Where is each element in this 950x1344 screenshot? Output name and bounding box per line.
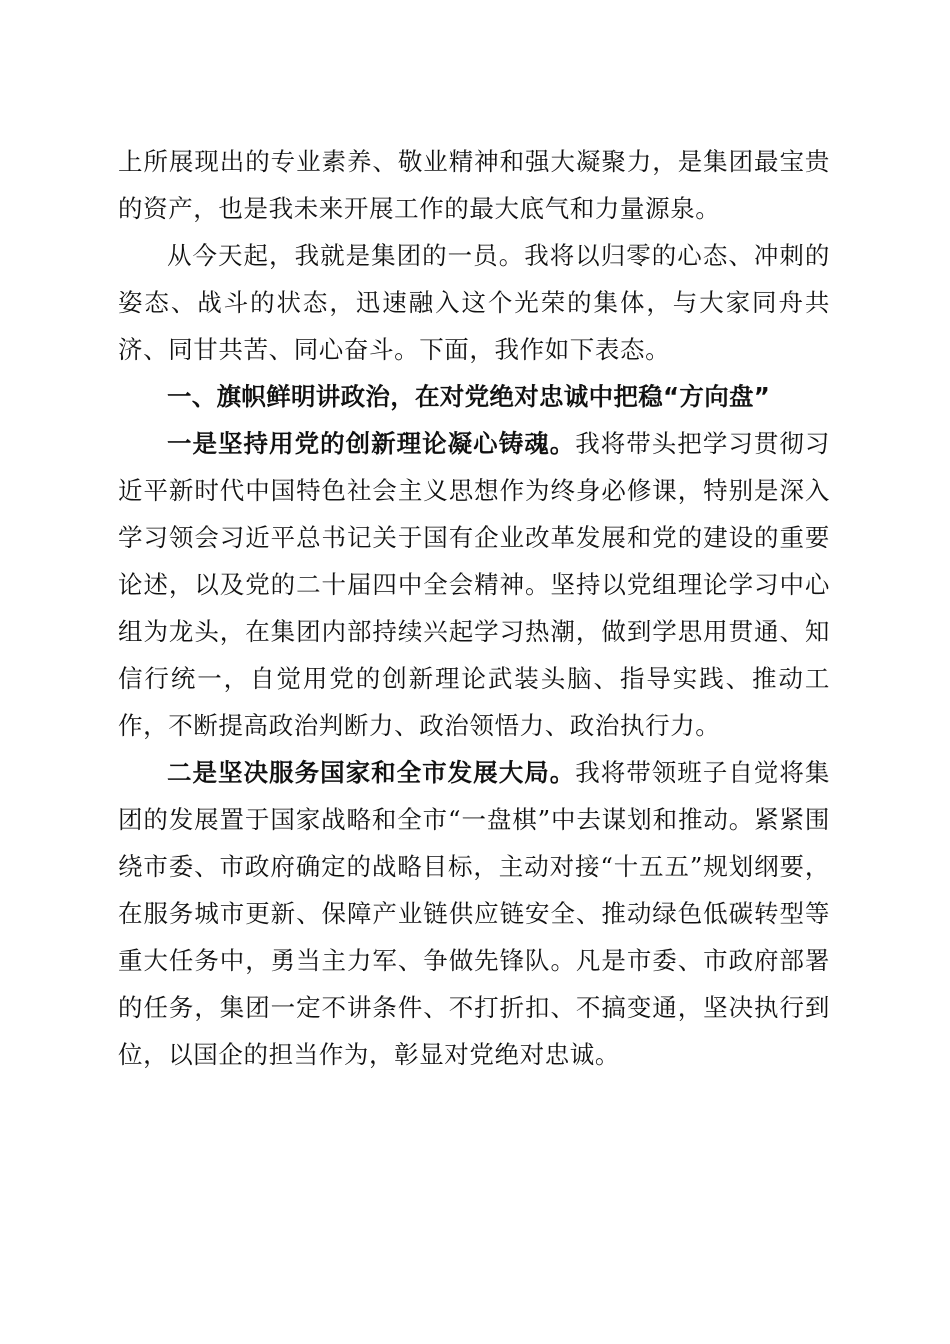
point-one-text: 我将带头把学习贯彻习近平新时代中国特色社会主义思想作为终身必修课，特别是深入学习领会习近平总书记关于国有企业改革发展和党的建设的重要论述，以及党的二十届四中全会精神。坚持以党组理论学习中心组为龙头，在集团内部持续兴起学习热潮，做到学思用贯通、知信行统一，自觉用党的创新理论武装头脑、指导实践、推动工作，不断提高政治判断力、政治领悟力、政治执行力。 <box>118 429 830 740</box>
point-two-text: 我将带领班子自觉将集团的发展置于国家战略和全市“一盘棋”中去谋划和推动。紧紧围绕市委、市政府确定的战略目标，主动对接“十五五”规划纲要，在服务城市更新、保障产业链供应链安全、推动绿色低碳转型等重大任务中，勇当主力军、争做先锋队。凡是市委、市政府部署的任务，集团一定不讲条件、不打折扣、不搞变通，坚决执行到位，以国企的担当作为，彰显对党绝对忠诚。 <box>118 758 830 1069</box>
paragraph-continuation: 上所展现出的专业素养、敬业精神和强大凝聚力，是集团最宝贵的资产，也是我未来开展工作的最大底气和力量源泉。 <box>118 147 830 223</box>
paragraph-point-one <box>118 420 830 749</box>
point-one-lead: 一是坚持用党的创新理论凝心铸魂。 <box>167 429 576 458</box>
point-two-lead: 二是坚决服务国家和全市发展大局。 <box>167 758 576 787</box>
paragraph-body: 从今天起，我就是集团的一员。我将以归零的心态、冲刺的姿态、战斗的状态，迅速融入这个光荣的集体，与大家同舟共济、同甘共苦、同心奋斗。下面，我作如下表态。 <box>118 241 830 364</box>
paragraph-point-two <box>118 749 830 1078</box>
document-body <box>118 138 830 1078</box>
section-heading: 一、旗帜鲜明讲政治，在对党绝对忠诚中把稳“方向盘” <box>167 382 771 411</box>
